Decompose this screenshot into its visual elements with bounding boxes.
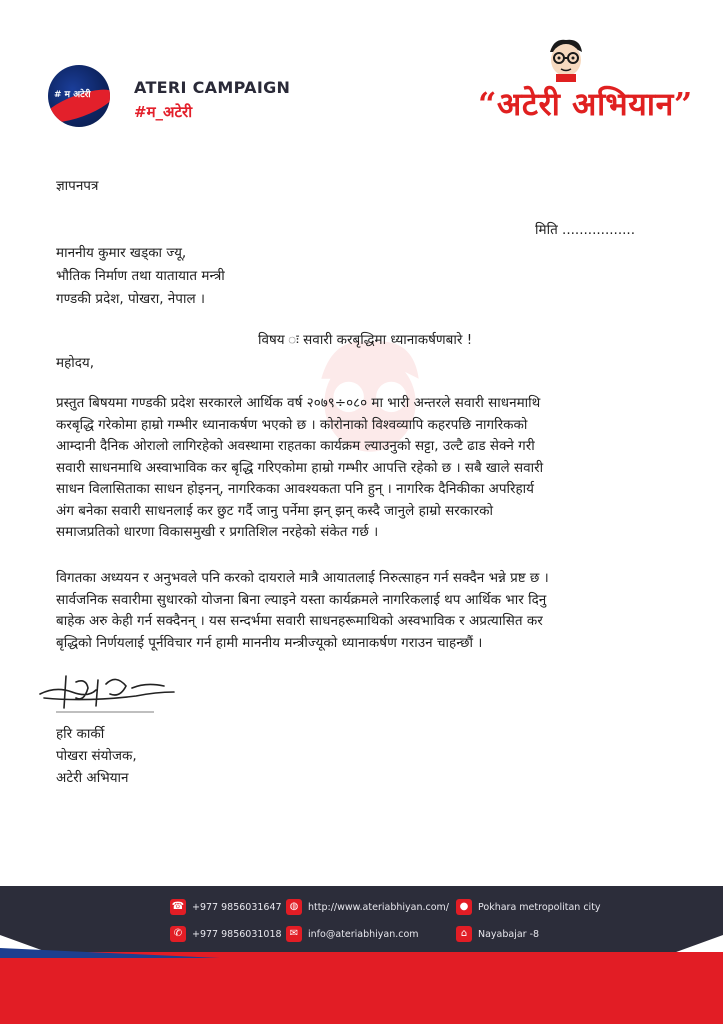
paragraph-2 [56,568,646,654]
paragraph-line: विगतका अध्ययन र अनुभवले पनि करको दायराले मात्रै आयातलाई निरुत्साहन गर्न सक्दैन भन्ने प्रष्ट छ । [56,570,549,586]
recipient-line: गण्डकी प्रदेश, पोखरा, नेपाल । [56,291,206,307]
paragraph-line: करबृद्धि गरेकोमा हाम्रो गम्भीर ध्यानाकर्षण भएको छ । कोरोनाको विश्वव्यापि कहरपछि नागरिकको [56,416,528,433]
phone-2-text: +977 9856031018 [192,928,282,940]
paragraph-line: समाजप्रतिको धारणा विकासमुखी र प्रगतिशिल नरहेको संकेत गर्छ । [56,524,379,540]
footer-location [456,899,601,915]
subject-line: विषय ः सवारी करबृद्धिमा ध्यानाकर्षणबारे ! [258,332,473,348]
footer-email[interactable] [286,926,419,942]
logo-tag: # म अटेरी [54,90,91,100]
signatory-org: अटेरी अभियान [56,770,129,786]
recipient-line: भौतिक निर्माण तथा यातायात मन्त्री [56,268,225,284]
mobile-icon: ✆ [170,926,186,942]
home-icon: ⌂ [456,926,472,942]
paragraph-line: आम्दानी दैनिक ओरालो लागिरहेको अवस्थामा राहतका कार्यक्रम ल्याउनुको सट्टा, उल्टै ढाड सेक्ने गरी [56,438,535,454]
paragraph-line: बृद्धिको निर्णयलाई पूर्नविचार गर्न हामी माननीय मन्त्रीज्यूको ध्यानाकर्षण गराउन चाहन्छौं । [56,634,483,651]
paragraph-line: बाहेक अरु केही गर्न सक्दैनन् । यस सन्दर्भमा सवारी साधनहरूमाथिको अस्वभाविक र अप्रत्यासित कर [56,613,543,629]
email-text: info@ateriabhiyan.com [308,928,419,940]
date-line: मिति ................. [535,222,636,238]
footer-phone-1[interactable] [170,899,282,915]
location-pin-icon: ● [456,899,472,915]
paragraph-line: सार्वजनिक सवारीमा सुधारको योजना बिना ल्याइने यस्ता कार्यक्रमले नागरिकलाई थप आर्थिक भार दिनु [56,591,547,608]
ateri-abhiyan-title: “अटेरी अभियान” [478,85,693,123]
globe-icon: ◍ [286,899,302,915]
phone-1-text: +977 9856031647 [192,901,282,913]
paragraph-line: अंग बनेका सवारी साधनलाई कर छुट गर्दै जानु पर्नेमा झन् झन् कस्दै जानुले हाम्रो सरकारको [56,502,494,519]
paragraph-line: प्रस्तुत बिषयमा गण्डकी प्रदेश सरकारले आर्थिक वर्ष २०७९÷०८० मा भारी अन्तरले सवारी साधनमाथि [56,395,541,411]
signatory-title: पोखरा संयोजक, [56,748,137,764]
signatory-name: हरि कार्की [56,726,105,742]
phone-icon: ☎ [170,899,186,915]
location-text: Pokhara metropolitan city [478,901,601,913]
signature [36,668,178,716]
brand-hashtag: #म_अटेरी [134,103,193,121]
email-icon: ✉ [286,926,302,942]
salutation: महोदय, [56,355,95,371]
brand-title: ATERI CAMPAIGN [134,78,291,97]
recipient-line: माननीय कुमार खड्का ज्यू, [56,245,187,261]
ateri-campaign-logo [48,65,110,127]
footer-website[interactable] [286,899,449,915]
website-text: http://www.ateriabhiyan.com/ [308,901,449,913]
footer-red-band [0,952,723,1024]
paragraph-line: साधन विलासिताका साधन होइनन्, नागरिकका आवश्यकता पनि हुन् । नागरिक दैनिकीका अपरिहार्य [56,481,534,497]
mascot-icon [544,36,588,82]
address-text: Nayabajar -8 [478,928,540,940]
document-type: ज्ञापनपत्र [56,178,99,194]
paragraph-line: सवारी साधनमाथि अस्वाभाविक कर बृद्धि गरिएकोमा हाम्रो गम्भीर आपत्ति रहेको छ । सबै खाले सवारी [56,459,544,476]
paragraph-1 [56,393,646,544]
footer-address [456,926,539,942]
footer-phone-2[interactable] [170,926,282,942]
footer-contact-band [0,886,723,956]
